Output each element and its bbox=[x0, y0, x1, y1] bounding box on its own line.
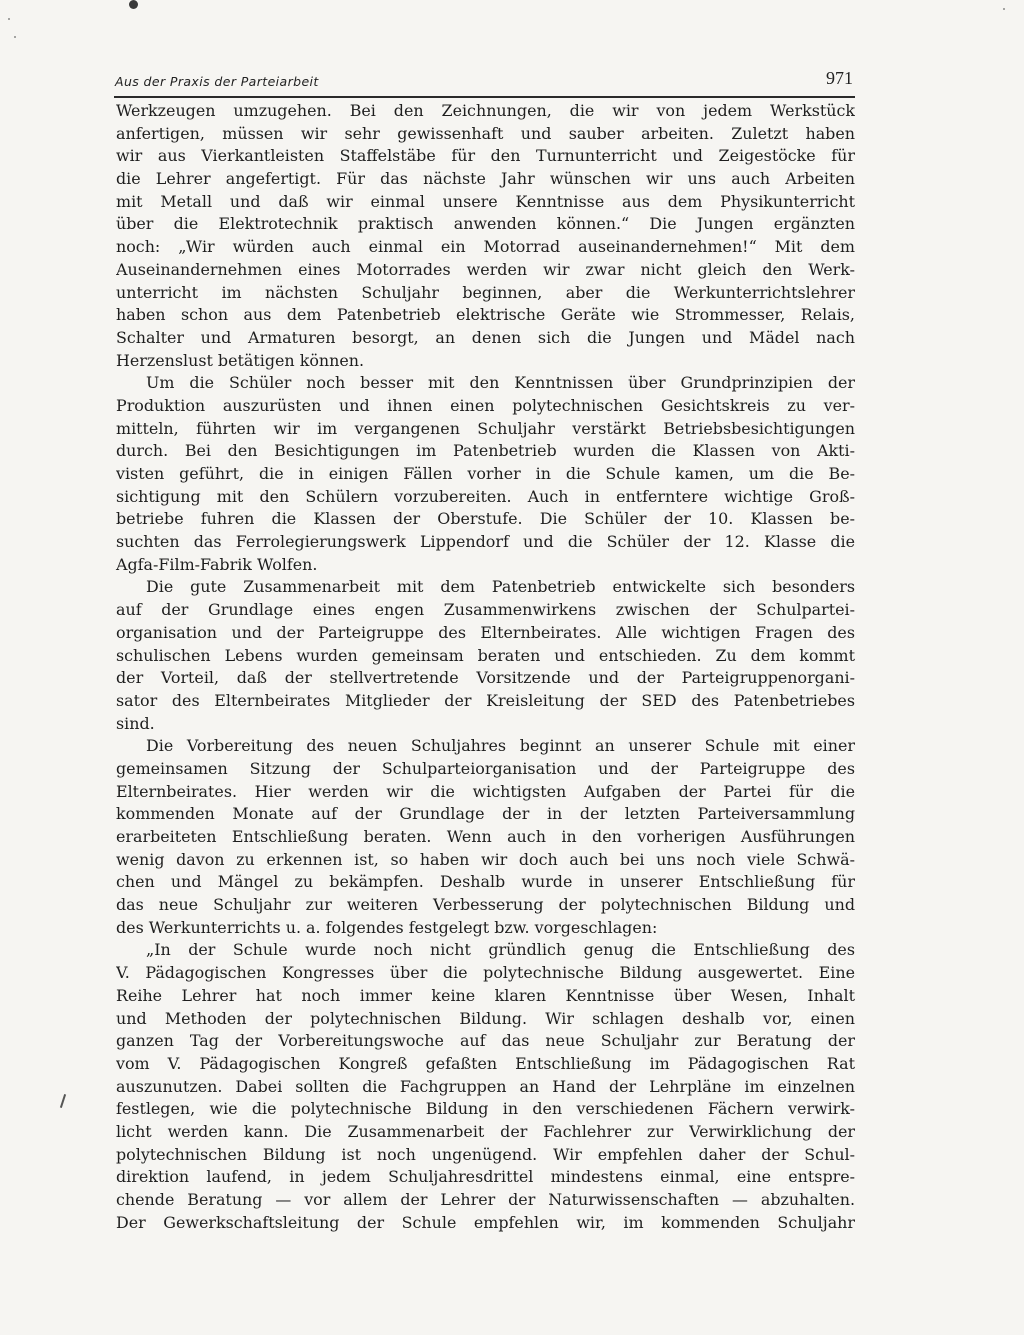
text-line: Elternbeirates. Hier werden wir die wichtigsten Aufgaben der Partei für die bbox=[116, 781, 855, 801]
text-line: V. Pädagogischen Kongresses über die polytechnische Bildung ausgewertet. Eine bbox=[116, 963, 855, 983]
text-line: Der Gewerkschaftsleitung der Schule empfehlen wir, im kommenden Schuljahr bbox=[116, 1212, 855, 1232]
running-title: Aus der Praxis der Parteiarbeit bbox=[115, 74, 319, 89]
text-line: unterricht im nächsten Schuljahr beginnen, aber die Werkunterrichtslehrer bbox=[116, 282, 855, 302]
margin-pencil-mark bbox=[60, 1094, 66, 1108]
text-line: polytechnischen Bildung ist noch ungenügend. Wir empfehlen daher der Schul- bbox=[116, 1144, 855, 1164]
text-line: Auseinandernehmen eines Motorrades werden wir zwar nicht gleich den Werk- bbox=[116, 259, 855, 279]
text-line: auszunutzen. Dabei sollten die Fachgruppen an Hand der Lehrpläne im einzelnen bbox=[116, 1076, 855, 1096]
text-line: suchten das Ferrolegierungswerk Lippendorf und die Schüler der 12. Klasse die bbox=[116, 532, 855, 552]
text-line: mitteln, führten wir im vergangenen Schuljahr verstärkt Betriebsbesichtigungen bbox=[116, 418, 855, 438]
text-line: haben schon aus dem Patenbetrieb elektrische Geräte wie Strommesser, Relais, bbox=[116, 305, 855, 325]
text-line: chende Beratung — vor allem der Lehrer der Naturwissenschaften — abzuhalten. bbox=[116, 1190, 855, 1209]
text-line: „In der Schule wurde noch nicht gründlich genug die Entschließung des bbox=[146, 940, 855, 960]
text-line: sichtigung mit den Schülern vorzubereiten. Auch in entferntere wichtige Groß- bbox=[116, 486, 855, 506]
text-line: Herzenslust betätigen können. bbox=[116, 350, 365, 370]
scan-blemish bbox=[129, 0, 138, 9]
text-line: ganzen Tag der Vorbereitungswoche auf das neue Schuljahr zur Beratung der bbox=[116, 1031, 855, 1051]
scan-speck bbox=[8, 18, 10, 20]
text-line: durch. Bei den Besichtigungen im Patenbetrieb wurden die Klassen von Akti- bbox=[116, 441, 855, 461]
text-line: direktion laufend, in jedem Schuljahresdrittel mindestens einmal, eine entspre- bbox=[116, 1167, 855, 1187]
text-line: Die Vorbereitung des neuen Schuljahres beginnt an unserer Schule mit einer bbox=[146, 736, 855, 756]
text-line: visten geführt, die in einigen Fällen vorher in die Schule kamen, um die Be- bbox=[116, 464, 855, 483]
text-line: die Lehrer angefertigt. Für das nächste Jahr wünschen wir uns auch Arbeiten bbox=[116, 169, 855, 189]
text-line: noch: „Wir würden auch einmal ein Motorrad auseinandernehmen!“ Mit dem bbox=[116, 237, 855, 257]
text-line: Schalter und Armaturen besorgt, an denen sich die Jungen und Mädel nach bbox=[116, 327, 855, 347]
text-line: auf der Grundlage eines engen Zusammenwirkens zwischen der Schulpartei- bbox=[116, 600, 855, 620]
text-line: Produktion auszurüsten und ihnen einen polytechnischen Gesichtskreis zu ver- bbox=[116, 395, 855, 415]
text-line: kommenden Monate auf der Grundlage der in der letzten Parteiversammlung bbox=[116, 804, 855, 824]
text-line: betriebe fuhren die Klassen der Oberstufe. Die Schüler der 10. Klassen be- bbox=[116, 509, 855, 529]
scan-speck bbox=[1003, 8, 1005, 10]
text-line: gemeinsamen Sitzung der Schulparteiorganisation und der Parteigruppe des bbox=[116, 758, 855, 778]
text-line: Werkzeugen umzugehen. Bei den Zeichnungen, die wir von jedem Werkstück bbox=[116, 101, 855, 120]
page-number: 971 bbox=[826, 68, 853, 88]
running-header bbox=[114, 68, 855, 98]
text-line: schulischen Lebens wurden gemeinsam beraten und entschieden. Zu dem kommt bbox=[116, 645, 855, 665]
text-line: erarbeiteten Entschließung beraten. Wenn auch in den vorherigen Ausführungen bbox=[116, 827, 855, 846]
scan-speck bbox=[14, 36, 16, 38]
text-line: das neue Schuljahr zur weiteren Verbesserung der polytechnischen Bildung und bbox=[116, 895, 855, 915]
text-line: Die gute Zusammenarbeit mit dem Patenbetrieb entwickelte sich besonders bbox=[146, 577, 855, 597]
text-line: vom V. Pädagogischen Kongreß gefaßten Entschließung im Pädagogischen Rat bbox=[116, 1053, 855, 1073]
text-line: anfertigen, müssen wir sehr gewissenhaft und sauber arbeiten. Zuletzt haben bbox=[116, 123, 855, 143]
text-line: licht werden kann. Die Zusammenarbeit der Fachlehrer zur Verwirklichung der bbox=[116, 1121, 855, 1141]
text-line: wenig davon zu erkennen ist, so haben wir doch auch bei uns noch viele Schwä- bbox=[116, 849, 855, 869]
text-line: des Werkunterrichts u. a. folgendes festgelegt bzw. vorgeschlagen: bbox=[116, 917, 658, 937]
text-line: organisation und der Parteigruppe des Elternbeirates. Alle wichtigen Fragen des bbox=[116, 622, 855, 642]
text-line: festlegen, wie die polytechnische Bildung in den verschiedenen Fächern verwirk- bbox=[116, 1099, 855, 1119]
text-line: der Vorteil, daß der stellvertretende Vorsitzende und der Parteigruppenorgani- bbox=[116, 668, 855, 688]
text-line: Reihe Lehrer hat noch immer keine klaren Kenntnisse über Wesen, Inhalt bbox=[116, 985, 855, 1005]
text-line: über die Elektrotechnik praktisch anwenden können.“ Die Jungen ergänzten bbox=[116, 214, 855, 234]
text-line: sind. bbox=[116, 713, 155, 733]
text-line: Agfa-Film-Fabrik Wolfen. bbox=[116, 554, 318, 574]
text-line: wir aus Vierkantleisten Staffelstäbe für den Turnunterricht und Zeigestöcke für bbox=[116, 146, 855, 166]
text-line: sator des Elternbeirates Mitglieder der Kreisleitung der SED des Patenbetriebes bbox=[116, 690, 855, 710]
text-line: Um die Schüler noch besser mit den Kenntnissen über Grundprinzipien der bbox=[146, 373, 855, 393]
text-line: chen und Mängel zu bekämpfen. Deshalb wurde in unserer Entschließung für bbox=[116, 872, 855, 892]
text-line: und Methoden der polytechnischen Bildung. Wir schlagen deshalb vor, einen bbox=[116, 1008, 855, 1028]
body-text bbox=[116, 100, 855, 1234]
text-line: mit Metall und daß wir einmal unsere Kenntnisse aus dem Physikunterricht bbox=[116, 191, 855, 211]
